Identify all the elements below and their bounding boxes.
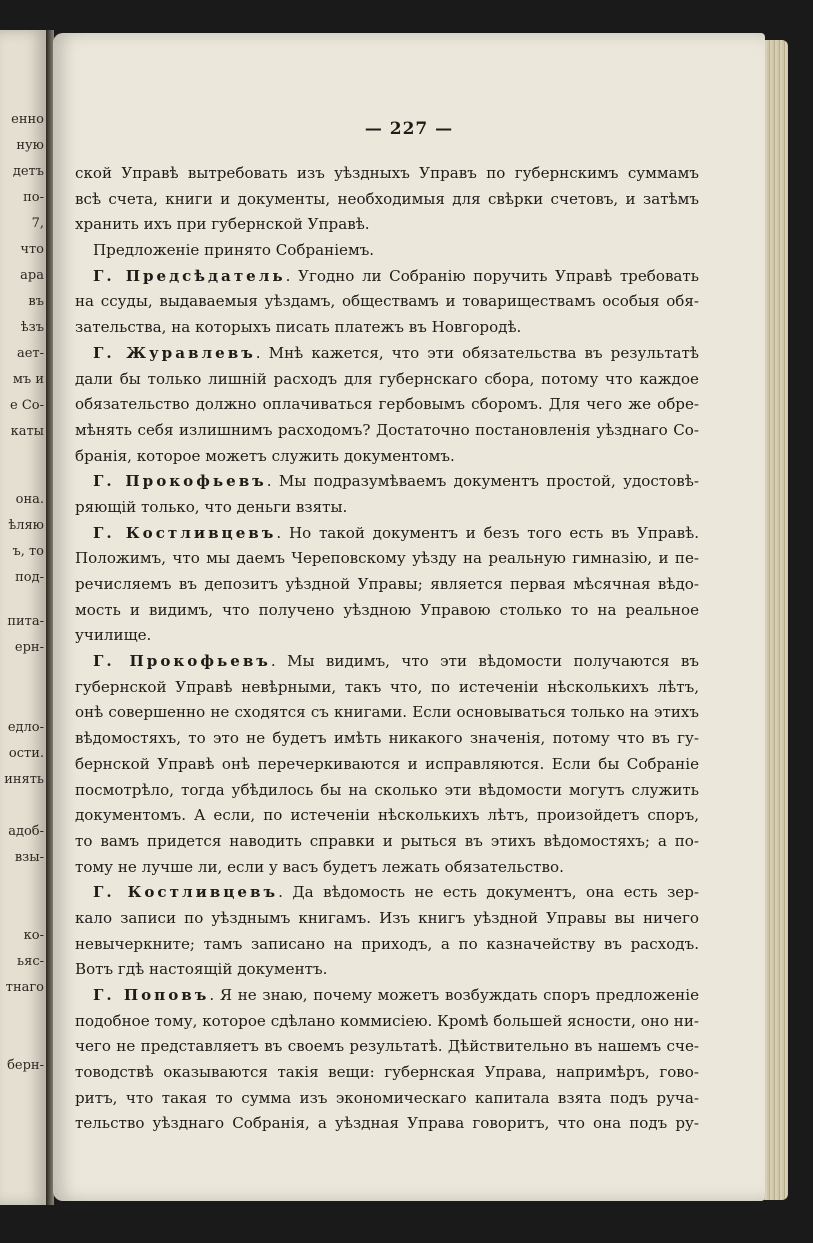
text-line xyxy=(75,649,699,675)
left-page-fragment: каты xyxy=(10,424,44,439)
line-text: ской Управѣ вытребовать изъ уѣздныхъ Управъ по губернскимъ суммамъ xyxy=(75,164,699,182)
text-line xyxy=(75,572,699,598)
speaker-name: Г. Поповъ xyxy=(93,986,210,1004)
left-page-fragment: ную xyxy=(16,138,44,153)
text-line xyxy=(75,726,699,752)
text-line xyxy=(75,803,699,829)
line-text: речисляемъ въ депозитъ уѣздной Управы; является первая мѣсячная вѣдо- xyxy=(75,575,699,593)
text-line xyxy=(75,546,699,572)
left-page-fragment: ѣляю xyxy=(8,518,44,533)
left-page-fragment: взы- xyxy=(14,850,44,865)
line-text: . Я не знаю, почему можетъ возбуждать споръ предложеніе xyxy=(209,986,699,1004)
left-page-fragment: адоб- xyxy=(8,824,44,839)
text-line xyxy=(75,1009,699,1035)
text-line xyxy=(75,315,699,341)
left-page-fragment: берн- xyxy=(7,1058,44,1073)
text-line xyxy=(75,161,699,187)
line-text: . Мы видимъ, что эти вѣдомости получаются въ xyxy=(270,652,699,671)
line-text: мѣнять себя излишнимъ расходомъ? Достаточно постановленія уѣзднаго Со- xyxy=(75,420,699,439)
left-page-fragment: по- xyxy=(23,190,44,205)
line-text: Вотъ гдѣ настоящій документъ. xyxy=(75,960,328,979)
left-page-fragment: тнаго xyxy=(5,980,44,995)
line-text: хранить ихъ при губернской Управѣ. xyxy=(75,215,370,234)
line-text: онѣ совершенно не сходятся съ книгами. Если основываться только на этихъ xyxy=(75,703,699,722)
left-page-fragment: под- xyxy=(15,570,44,585)
text-line xyxy=(75,444,699,470)
text-line xyxy=(75,418,699,444)
text-line xyxy=(75,752,699,778)
book-page xyxy=(53,33,765,1201)
speaker-name: Г. Прокофьевъ xyxy=(93,472,267,491)
page-number: — 227 — xyxy=(364,119,454,139)
left-page-fragment: ьяс- xyxy=(17,954,44,969)
text-line xyxy=(75,341,699,367)
line-text: . Но такой документъ и безъ того есть въ Управѣ. xyxy=(276,523,700,542)
text-line xyxy=(75,957,699,983)
line-text: мость и видимъ, что получено уѣздною Управою столько то на реальное xyxy=(75,600,699,619)
left-page-fragment: ко- xyxy=(23,928,44,943)
left-page-fragment: мъ и xyxy=(12,372,44,387)
left-page-fragment: инять xyxy=(4,772,44,787)
left-page-fragment: едло- xyxy=(7,720,44,735)
text-line xyxy=(75,238,699,264)
line-text: Предложеніе принято Собраніемъ. xyxy=(93,241,375,260)
speaker-name: Г. Прокофьевъ xyxy=(93,652,271,671)
text-line xyxy=(75,906,699,932)
line-text: вѣдомостяхъ, то это не будетъ имѣть никакого значенія, потому что въ гу- xyxy=(75,729,699,748)
line-text: бернской Управѣ онѣ перечеркиваются и исправляются. Если бы Собраніе xyxy=(75,754,699,773)
line-text: дали бы только лишній расходъ для губернскаго сбора, потому что каждое xyxy=(75,369,699,388)
text-line xyxy=(75,521,699,547)
line-text: то вамъ придется наводить справки и рыться въ этихъ вѣдомостяхъ; а по- xyxy=(75,831,699,850)
text-line xyxy=(75,932,699,958)
line-text: подобное тому, которое сдѣлано коммисіею. Кромѣ большей ясности, оно ни- xyxy=(75,1011,699,1030)
left-page-fragment: пита- xyxy=(7,614,44,629)
line-text: ритъ, что такая то сумма изъ экономическаго капитала взята подъ руча- xyxy=(75,1088,699,1107)
text-line xyxy=(75,264,699,290)
left-page-fragment: ѣзъ xyxy=(20,320,44,335)
speaker-name: Г. Журавлевъ xyxy=(93,343,256,362)
line-text: невычеркните; тамъ записано на приходъ, а по казначейству въ расходъ. xyxy=(75,934,699,953)
left-page-fragment: что xyxy=(20,242,44,257)
text-line xyxy=(75,700,699,726)
left-page-edge xyxy=(0,30,47,1205)
text-line xyxy=(75,778,699,804)
left-page-fragment: въ xyxy=(28,294,44,309)
left-page-fragment: ъ, то xyxy=(12,544,44,559)
line-text: зательства, на которыхъ писать платежъ въ Новгородѣ. xyxy=(75,318,522,337)
left-page-fragment: ает- xyxy=(16,346,44,361)
line-text: товодствѣ оказываются такія вещи: губернская Управа, напримѣръ, гово- xyxy=(75,1063,699,1082)
line-text: губернской Управѣ невѣрными, такъ что, по истеченіи нѣсколькихъ лѣтъ, xyxy=(75,677,699,696)
line-text: . Да вѣдомость не есть документъ, она есть зер- xyxy=(278,883,699,902)
text-line xyxy=(75,469,699,495)
line-text: на ссуды, выдаваемыя уѣздамъ, обществамъ и товариществамъ особыя обя- xyxy=(75,292,699,311)
speaker-name: Г. Костливцевъ xyxy=(93,523,277,542)
left-page-fragment: 7, xyxy=(31,216,44,231)
line-text: кало записи по уѣзднымъ книгамъ. Изъ книгъ уѣздной Управы вы ничего xyxy=(75,908,699,927)
left-page-fragment: е Со- xyxy=(10,398,44,413)
line-text: . Мы подразумѣваемъ документъ простой, удостовѣ- xyxy=(266,472,699,491)
line-text: училище. xyxy=(75,626,152,645)
line-text: ряющій только, что деньги взяты. xyxy=(75,497,348,516)
text-line xyxy=(75,623,699,649)
line-text: посмотрѣло, тогда убѣдилось бы на сколько эти вѣдомости могутъ служить xyxy=(75,780,699,799)
text-line xyxy=(75,829,699,855)
line-text: Положимъ, что мы даемъ Череповскому уѣзду на реальную гимназію, и пе- xyxy=(75,549,699,568)
line-text: всѣ счета, книги и документы, необходимыя для свѣрки счетовъ, и затѣмъ xyxy=(75,189,699,208)
text-line xyxy=(75,212,699,238)
left-page-fragment: ости. xyxy=(8,746,44,761)
text-line xyxy=(75,983,699,1009)
text-line xyxy=(75,1060,699,1086)
left-page-fragment: ара xyxy=(20,268,44,283)
text-line xyxy=(75,1111,699,1137)
speaker-name: Г. Предсѣдатель xyxy=(93,266,286,285)
line-text: тельство уѣзднаго Собранія, а уѣздная Управа говоритъ, что она подъ ру- xyxy=(75,1114,699,1133)
text-line xyxy=(75,495,699,521)
text-line xyxy=(75,1086,699,1112)
line-text: бранія, которое можетъ служить документомъ. xyxy=(75,446,455,465)
speaker-name: Г. Костливцевъ xyxy=(93,883,279,902)
line-text: . Мнѣ кажется, что эти обязательства въ результатѣ xyxy=(255,343,699,362)
left-page-fragment: детъ xyxy=(12,164,44,179)
page-text xyxy=(75,161,699,1137)
text-line xyxy=(75,598,699,624)
left-page-fragment: енно xyxy=(11,112,44,127)
line-text: обязательство должно оплачиваться гербовымъ сборомъ. Для чего же обре- xyxy=(75,395,699,414)
line-text: чего не представляетъ въ своемъ результатѣ. Дѣйствительно въ нашемъ сче- xyxy=(75,1037,699,1056)
text-line xyxy=(75,367,699,393)
left-page-fragment: она. xyxy=(15,492,44,507)
text-line xyxy=(75,392,699,418)
text-line xyxy=(75,675,699,701)
text-line xyxy=(75,855,699,881)
text-line xyxy=(75,880,699,906)
line-text: тому не лучше ли, если у васъ будетъ лежать обязательство. xyxy=(75,857,564,876)
text-line xyxy=(75,289,699,315)
left-page-fragment: ерн- xyxy=(14,640,44,655)
line-text: . Угодно ли Собранію поручить Управѣ требовать xyxy=(285,266,700,285)
text-line xyxy=(75,1034,699,1060)
line-text: документомъ. А если, по истеченіи нѣсколькихъ лѣтъ, произойдетъ споръ, xyxy=(75,806,699,825)
page-stack-edge xyxy=(762,40,788,1200)
text-line xyxy=(75,187,699,213)
